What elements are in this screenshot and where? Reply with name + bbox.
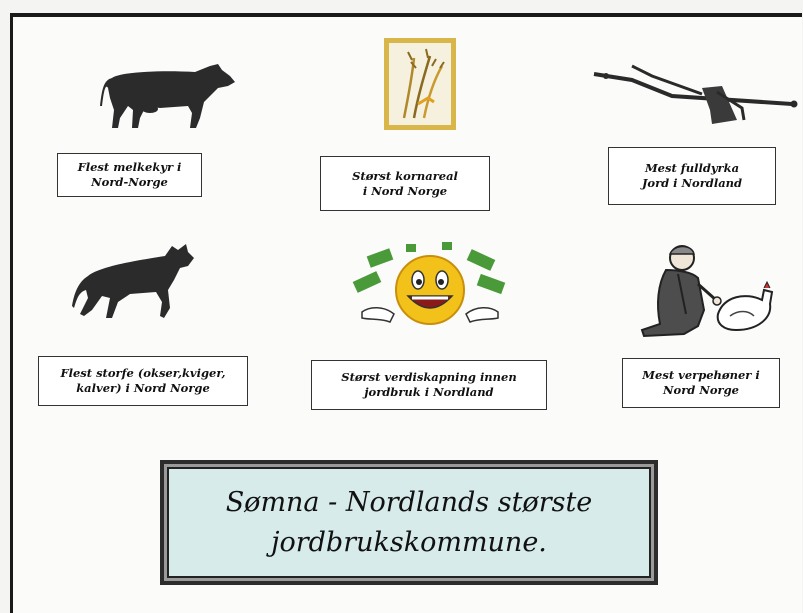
farmer-hen-icon [638,244,778,340]
caption-cattle: Flest storfe (okser,kviger, kalver) i Nord Norge [38,356,248,406]
caption-grain-area: Størst kornareal i Nord Norge [320,156,490,211]
plough-icon [592,62,802,132]
caption-cultivated-land: Mest fulldyrka Jord i Nordland [608,147,776,205]
banner-line-1: Sømna - Nordlands største [225,486,593,518]
caption-dairy-cows: Flest melkekyr i Nord-Norge [57,153,202,197]
money-smiley-icon [350,240,510,335]
cow-icon [100,58,240,133]
caption-value-creation: Størst verdiskapning innen jordbruk i Nordland [311,360,547,410]
caption-laying-hens: Mest verpehøner i Nord Norge [622,358,780,408]
banner-line-2: jordbrukskommune. [271,526,547,558]
title-banner [160,460,658,585]
banner-text [167,467,651,578]
bull-icon [70,236,200,324]
banner-frame [164,464,654,581]
grain-icon [384,38,456,130]
